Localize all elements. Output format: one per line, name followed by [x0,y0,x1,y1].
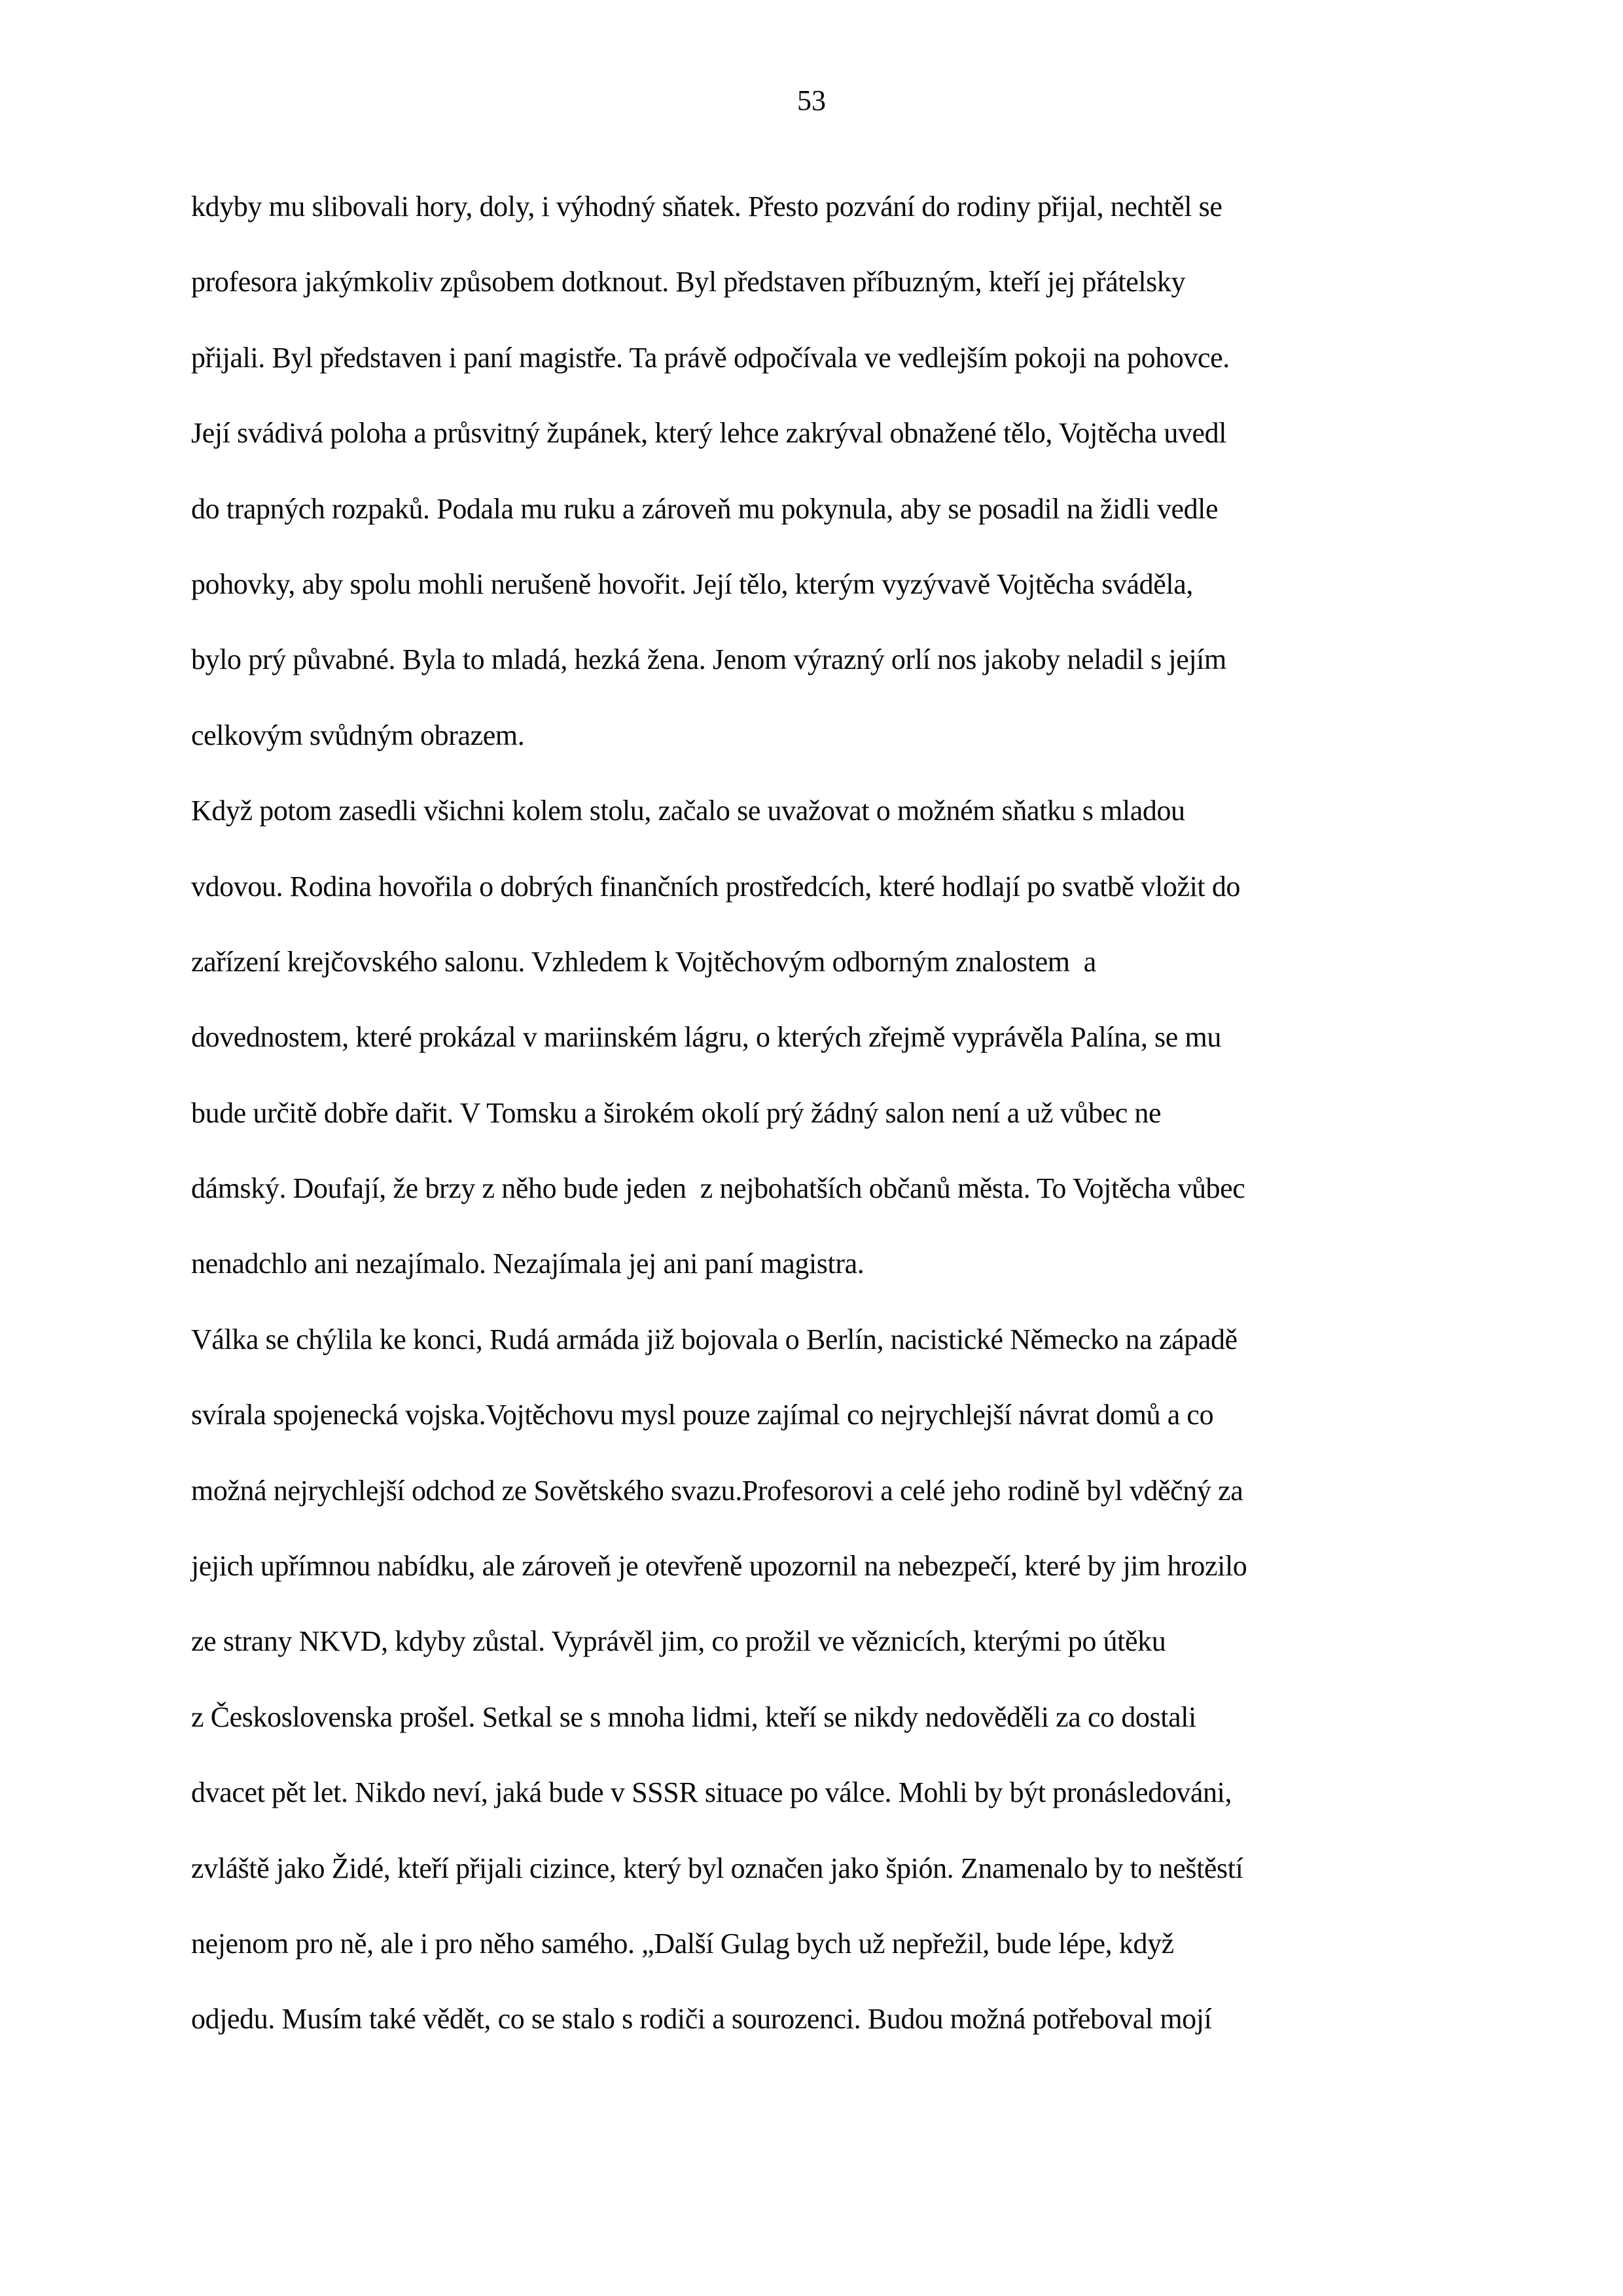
text-line: ze strany NKVD, kdyby zůstal. Vyprávěl jim, co prožil ve věznicích, kterými po útěku [191,1625,1166,1658]
text-line: nejenom pro ně, ale i pro něho samého. „Další Gulag bych už nepřežil, bude lépe, když [191,1927,1174,1960]
text-line: Válka se chýlila ke konci, Rudá armáda již bojovala o Berlín, nacistické Německo na západě [191,1323,1238,1355]
text-line: vdovou. Rodina hovořila o dobrých finančních prostředcích, které hodlají po svatbě vložit do [191,870,1241,903]
text-line: pohovky, aby spolu mohli nerušeně hovořit. Její tělo, kterým vyzývavě Vojtěcha sváděla, [191,567,1193,600]
text-line: možná nejrychlejší odchod ze Sovětského svazu.Profesorovi a celé jeho rodině byl vděčný za [191,1474,1243,1507]
text-line: odjedu. Musím také vědět, co se stalo s rodiči a sourozenci. Budou možná potřeboval mojí [191,2003,1212,2036]
text-line: přijali. Byl představen i paní magistře. Ta právě odpočívala ve vedlejším pokoji na pohovce. [191,341,1230,374]
text-line: profesora jakýmkoliv způsobem dotknout. Byl představen příbuzným, kteří jej přátelsky [191,266,1186,298]
page-number: 53 [797,84,826,117]
text-line: dvacet pět let. Nikdo neví, jaká bude v SSSR situace po válce. Mohli by být pronásledováni, [191,1776,1232,1809]
text-line: svírala spojenecká vojska.Vojtěchovu mysl pouze zajímal co nejrychlejší návrat domů a co [191,1399,1214,1431]
text-line: z Československa prošel. Setkal se s mnoha lidmi, kteří se nikdy nedověděli za co dostali [191,1700,1196,1733]
text-line: kdyby mu slibovali hory, doly, i výhodný sňatek. Přesto pozvání do rodiny přijal, nechtěl se [191,190,1222,223]
text-line: zařízení krejčovského salonu. Vzhledem k Vojtěchovým odborným znalostem a [191,945,1096,978]
text-line: Její svádivá poloha a průsvitný župánek, který lehce zakrýval obnažené tělo, Vojtěcha uvedl [191,417,1227,450]
text-line: nenadchlo ani nezajímalo. Nezajímala jej ani paní magistra. [191,1247,865,1280]
text-line: dámský. Doufají, že brzy z něho bude jeden z nejbohatších občanů města. To Vojtěcha vůbec [191,1172,1245,1205]
text-line: bylo prý půvabné. Byla to mladá, hezká žena. Jenom výrazný orlí nos jakoby neladil s jejím [191,643,1226,676]
body-text [191,169,1467,2057]
text-line: zvláště jako Židé, kteří přijali cizince, který byl označen jako špión. Znamenalo by to neštěstí [191,1852,1243,1884]
text-line: dovednostem, které prokázal v mariinském lágru, o kterých zřejmě vyprávěla Palína, se mu [191,1021,1221,1054]
text-line: Když potom zasedli všichni kolem stolu, začalo se uvažovat o možném sňatku s mladou [191,795,1185,827]
text-line: celkovým svůdným obrazem. [191,719,525,751]
text-line: jejich upřímnou nabídku, ale zároveň je otevřeně upozornil na nebezpečí, které by jim hrozilo [191,1550,1247,1583]
text-line: bude určitě dobře dařit. V Tomsku a širokém okolí prý žádný salon není a už vůbec ne [191,1096,1162,1129]
text-line: do trapných rozpaků. Podala mu ruku a zároveň mu pokynula, aby se posadil na židli vedle [191,492,1219,525]
